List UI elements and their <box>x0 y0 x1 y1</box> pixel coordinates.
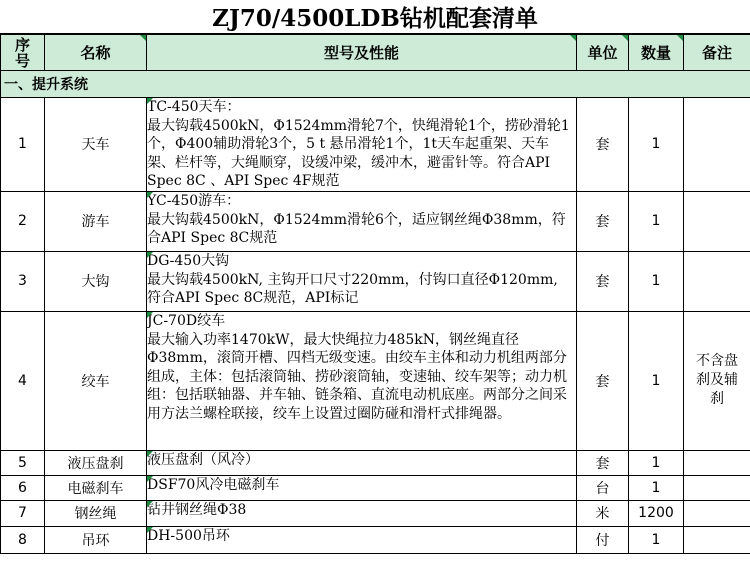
cell-comment-marker <box>147 476 153 482</box>
section-row <box>1 71 750 98</box>
row-index-cell[interactable]: 8 <box>1 526 45 553</box>
row-qty-cell[interactable]: 1 <box>629 311 684 450</box>
row-index-cell[interactable]: 1 <box>1 98 45 192</box>
row-unit-cell[interactable]: 套 <box>577 311 629 450</box>
table-row <box>1 450 750 475</box>
row-qty-cell[interactable]: 1200 <box>629 500 684 526</box>
row-qty-cell[interactable]: 1 <box>629 450 684 475</box>
cell-comment-marker <box>147 252 153 258</box>
sheet-title: ZJ70/4500LDB钻机配套清单 <box>0 0 750 34</box>
row-spec-cell[interactable]: JC-70D绞车 最大输入功率1470kW，最大快绳拉力485kN，钢丝绳直径Φ38mm，滚筒开槽、四档无级变速。由绞车主体和动力机组两部分组成，主体：包括滚筒轴、捞砂滚筒轴，变速轴、绞车架等；动力机组：包括联轴器、并车轴、链条箱、直流电动机底座。两部分之间采用方法兰螺栓联接，绞车上设置过圈防碰和滑杆式排绳器。 <box>147 311 577 450</box>
table-row <box>1 475 750 500</box>
header-unit[interactable]: 单位 <box>577 35 629 71</box>
row-spec-cell[interactable]: TC-450天车： 最大钩载4500kN，Φ1524mm滑轮7个，快绳滑轮1个，捞砂滑轮1个，Φ400辅助滑轮3个，5 t 悬吊滑轮1个，1t天车起重架、天车架、栏杆等，大绳顺穿，设缓冲梁，缓冲木，避雷针等。符合API Spec 8C 、API Spec 4F规范 <box>147 98 577 192</box>
row-index-cell[interactable]: 2 <box>1 191 45 251</box>
row-index-cell[interactable]: 4 <box>1 311 45 450</box>
row-qty-cell[interactable]: 1 <box>629 475 684 500</box>
equipment-table <box>0 34 750 554</box>
row-name-cell[interactable]: 液压盘刹 <box>45 450 147 475</box>
header-qty[interactable]: 数量 <box>629 35 684 71</box>
row-note-cell[interactable]: 不含盘 刹及辅 刹 <box>684 311 750 450</box>
cell-comment-marker <box>147 98 153 104</box>
cell-comment-marker <box>147 312 153 318</box>
row-note-cell[interactable] <box>684 450 750 475</box>
section-label[interactable]: 一、提升系统 <box>1 71 750 98</box>
row-qty-cell[interactable]: 1 <box>629 98 684 192</box>
row-name-cell[interactable]: 绞车 <box>45 311 147 450</box>
row-name-cell[interactable]: 钢丝绳 <box>45 500 147 526</box>
row-note-cell[interactable] <box>684 475 750 500</box>
row-note-cell[interactable] <box>684 500 750 526</box>
row-name-cell[interactable]: 电磁刹车 <box>45 475 147 500</box>
row-qty-cell[interactable]: 1 <box>629 526 684 553</box>
header-spec[interactable]: 型号及性能 <box>147 35 577 71</box>
table-row <box>1 98 750 192</box>
row-spec-cell[interactable]: 钻井钢丝绳Φ38 <box>147 500 577 526</box>
row-index-cell[interactable]: 6 <box>1 475 45 500</box>
row-spec-cell[interactable]: DG-450大钩 最大钩载4500kN, 主钩开口尺寸220mm，付钩口直径Φ120mm, 符合API Spec 8C规范，API标记 <box>147 251 577 311</box>
row-index-cell[interactable]: 5 <box>1 450 45 475</box>
row-note-cell[interactable] <box>684 191 750 251</box>
row-name-cell[interactable]: 吊环 <box>45 526 147 553</box>
table-row <box>1 251 750 311</box>
cell-comment-marker <box>147 527 153 533</box>
row-name-cell[interactable]: 游车 <box>45 191 147 251</box>
row-unit-cell[interactable]: 台 <box>577 475 629 500</box>
row-index-cell[interactable]: 3 <box>1 251 45 311</box>
table-row <box>1 311 750 450</box>
row-spec-cell[interactable]: 液压盘刹（风冷） <box>147 450 577 475</box>
row-note-cell[interactable] <box>684 251 750 311</box>
row-unit-cell[interactable]: 套 <box>577 251 629 311</box>
header-index[interactable]: 序 号 <box>1 35 45 71</box>
cell-comment-marker <box>147 501 153 507</box>
row-unit-cell[interactable]: 套 <box>577 191 629 251</box>
row-qty-cell[interactable]: 1 <box>629 251 684 311</box>
cell-comment-marker <box>147 451 153 457</box>
header-note[interactable]: 备注 <box>684 35 750 71</box>
row-spec-cell[interactable]: DH-500吊环 <box>147 526 577 553</box>
row-index-cell[interactable]: 7 <box>1 500 45 526</box>
row-unit-cell[interactable]: 付 <box>577 526 629 553</box>
header-row <box>1 35 750 71</box>
cell-comment-marker <box>147 192 153 198</box>
row-name-cell[interactable]: 天车 <box>45 98 147 192</box>
table-row <box>1 500 750 526</box>
row-note-cell[interactable] <box>684 98 750 192</box>
row-spec-cell[interactable]: YC-450游车： 最大钩载4500kN，Φ1524mm滑轮6个，适应钢丝绳Φ38mm，符合API Spec 8C规范 <box>147 191 577 251</box>
row-qty-cell[interactable]: 1 <box>629 191 684 251</box>
header-name[interactable]: 名称 <box>45 35 147 71</box>
row-unit-cell[interactable]: 米 <box>577 500 629 526</box>
row-unit-cell[interactable]: 套 <box>577 450 629 475</box>
row-spec-cell[interactable]: DSF70风冷电磁刹车 <box>147 475 577 500</box>
table-row <box>1 526 750 553</box>
row-note-cell[interactable] <box>684 526 750 553</box>
table-row <box>1 191 750 251</box>
row-unit-cell[interactable]: 套 <box>577 98 629 192</box>
row-name-cell[interactable]: 大钩 <box>45 251 147 311</box>
